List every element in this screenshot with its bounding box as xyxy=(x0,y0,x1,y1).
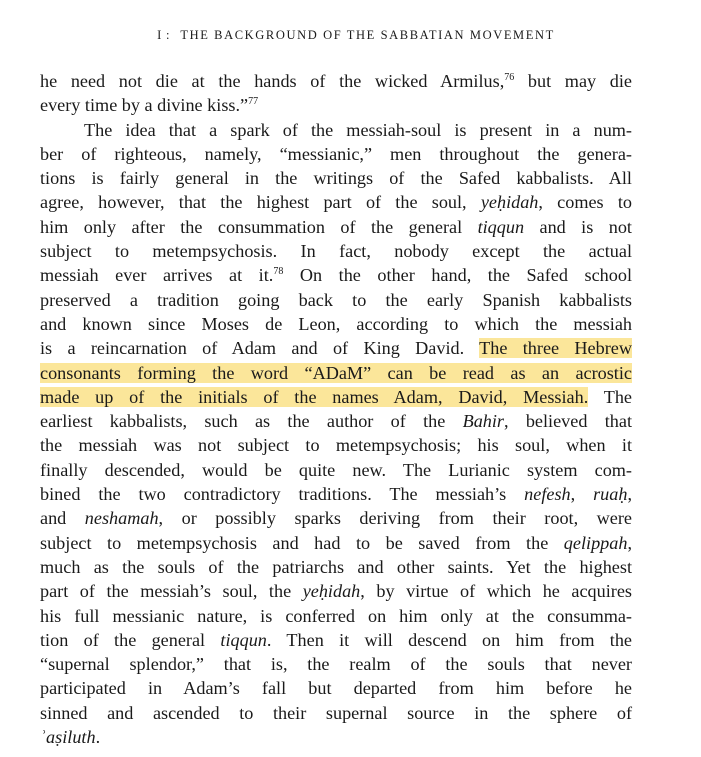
text-line: preserved a tradition going back to the early Spanish kabbalists xyxy=(40,289,632,310)
text-line xyxy=(40,361,632,385)
term-bahir: Bahir xyxy=(462,411,505,432)
text-line: the messiah was not subject to metempsychosis; his soul, when it xyxy=(40,435,632,456)
term-yehidah: yeḥidah xyxy=(302,581,361,602)
text-line: messiah ever arrives at it.$^{78}$ On the other hand, the Safed school xyxy=(40,265,632,286)
text-line: him only after the consummation of the general tiqqun and is not xyxy=(40,216,632,237)
highlighted-text[interactable]: made up of the initials of the names Adam, David, Messiah. xyxy=(40,386,589,407)
term-nefesh: nefesh xyxy=(524,484,571,505)
chapter-number: I xyxy=(157,28,162,42)
text-line: agree, however, that the highest part of the soul, yeḥidah, comes to xyxy=(40,192,632,213)
text-line: participated in Adam’s fall but departed from him before he xyxy=(40,678,632,699)
term-asiluth: ʾaṣiluth xyxy=(40,727,96,748)
text-line: finally descended, would be quite new. The Lurianic system com- xyxy=(40,459,632,480)
text-line: ʾaṣiluth. xyxy=(40,727,101,748)
text-line: is a reincarnation of Adam and of King David. The three Hebrew xyxy=(40,338,632,359)
highlighted-text[interactable]: The three Hebrew xyxy=(479,338,632,359)
highlighted-text[interactable]: consonants forming the word “ADaM” can be read as an acrostic xyxy=(40,362,632,383)
text-line: every time by a divine kiss.”$^{77}$ xyxy=(40,95,259,116)
text-line: and neshamah, or possibly sparks deriving from their root, were xyxy=(40,508,632,529)
footnote-ref-77[interactable]: 77 xyxy=(248,96,259,108)
footnote-ref-76[interactable]: 76 xyxy=(504,71,515,83)
text-line: subject to metempsychosis. In fact, nobody except the actual xyxy=(40,241,632,262)
running-head xyxy=(40,28,672,43)
text-line: and known since Moses de Leon, according to which the messiah xyxy=(40,313,632,334)
text-line: The idea that a spark of the messiah-soul is present in a num- xyxy=(84,119,632,140)
body-text xyxy=(40,69,632,749)
text-line: bined the two contradictory traditions. The messiah’s nefesh, ruaḥ, xyxy=(40,484,632,505)
text-line: much as the souls of the patriarchs and other saints. Yet the highest xyxy=(40,556,632,577)
term-yehidah: yeḥidah xyxy=(480,192,539,213)
text-line: earliest kabbalists, such as the author of the Bahir, believed that xyxy=(40,411,632,432)
text-line: ber of righteous, namely, “messianic,” men throughout the genera- xyxy=(40,143,632,164)
text-line: subject to metempsychosis and had to be saved from the qelippah, xyxy=(40,532,632,553)
term-tiqqun: tiqqun xyxy=(220,629,267,650)
term-tiqqun: tiqqun xyxy=(477,216,525,237)
text-line: tion of the general tiqqun. Then it will descend on him from the xyxy=(40,629,632,650)
footnote-ref-78[interactable]: 78 xyxy=(273,266,284,278)
chapter-separator: : xyxy=(166,28,172,42)
text-line: he need not die at the hands of the wicked Armilus,$^{76}$ but may die xyxy=(40,71,632,91)
term-qelippah: qelippah xyxy=(563,532,628,553)
text-line: tions is fairly general in the writings of the Safed kabbalists. All xyxy=(40,168,632,189)
term-ruah: ruaḥ xyxy=(593,484,628,505)
text-line: part of the messiah’s soul, the yeḥidah, by virtue of which he acquires xyxy=(40,581,632,602)
text-line: “supernal splendor,” that is, the realm of the souls that never xyxy=(40,654,632,675)
text-line: his full messianic nature, is conferred on him only at the consumma- xyxy=(40,605,632,626)
chapter-title: THE BACKGROUND OF THE SABBATIAN MOVEMENT xyxy=(180,28,555,42)
term-neshamah: neshamah xyxy=(84,508,159,529)
text-line: made up of the initials of the names Adam, David, Messiah. The xyxy=(40,386,632,407)
text-line: sinned and ascended to their supernal source in the sphere of xyxy=(40,702,632,723)
